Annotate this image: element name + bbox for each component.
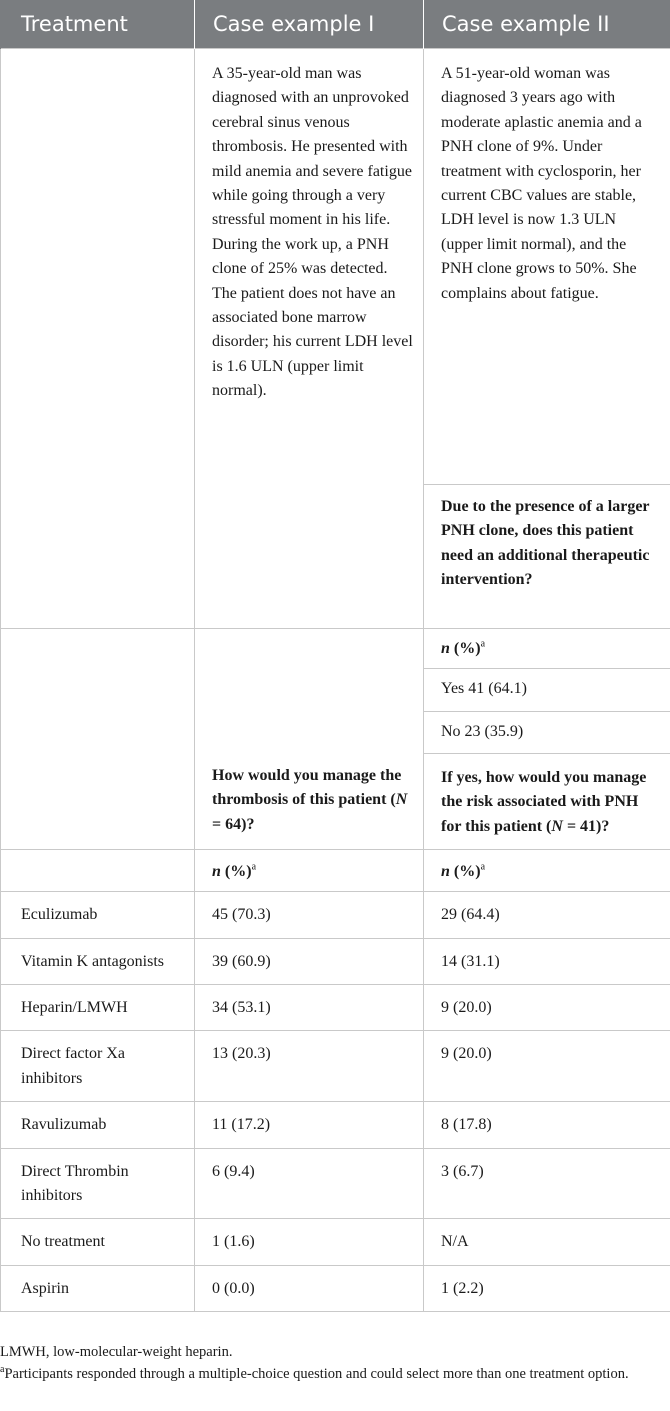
table-row <box>1 1031 670 1102</box>
case-1-value: 39 (60.9) <box>195 938 424 984</box>
case-2-yes: Yes 41 (64.1) <box>424 669 670 712</box>
case-1-question-var: N <box>395 791 408 809</box>
case-1-value: 13 (20.3) <box>195 1031 424 1102</box>
case-1-value: 1 (1.6) <box>195 1219 424 1265</box>
abbreviation-note: LMWH, low-molecular-weight heparin. <box>0 1344 233 1360</box>
table-row <box>1 892 670 938</box>
treatment-name: Ravulizumab <box>1 1102 195 1148</box>
footnote-marker: a <box>0 1364 5 1376</box>
header-treatment: Treatment <box>1 0 195 49</box>
header-case-2: Case example II <box>424 0 670 49</box>
table-row <box>1 938 670 984</box>
case-1-value: 45 (70.3) <box>195 892 424 938</box>
header-case-1: Case example I <box>195 0 424 49</box>
case-1-question-post: = 64)? <box>212 815 255 833</box>
case-1-question-pre: How would you manage the thrombosis of this patient ( <box>212 767 402 809</box>
empty-cell <box>1 850 195 892</box>
case-1-question <box>195 629 424 850</box>
case-2-question-2-post: = 41)? <box>562 817 610 835</box>
case-2-value: 1 (2.2) <box>424 1265 670 1311</box>
case-1-value: 11 (17.2) <box>195 1102 424 1148</box>
table-row <box>1 985 670 1031</box>
case-2-question-2-pre: If yes, how would you manage the risk associated with PNH for this patient ( <box>441 769 647 835</box>
table-row <box>1 1265 670 1311</box>
case-1-n-label: n (%)$^a$ <box>195 850 424 892</box>
treatment-name: Direct factor Xa inhibitors <box>1 1031 195 1102</box>
case-2-question-2-var: N <box>551 817 563 835</box>
case-2-value: 14 (31.1) <box>424 938 670 984</box>
case-2-value: 9 (20.0) <box>424 1031 670 1102</box>
case-2-value: N/A <box>424 1219 670 1265</box>
case-2-question-2 <box>424 754 670 850</box>
case-1-value: 0 (0.0) <box>195 1265 424 1311</box>
case-1-value: 34 (53.1) <box>195 985 424 1031</box>
empty-cell <box>1 49 195 629</box>
table-footnotes <box>0 1341 670 1385</box>
treatment-name: Vitamin K antagonists <box>1 938 195 984</box>
case-1-description: A 35-year-old man was diagnosed with an unprovoked cerebral sinus venous thrombosis. He presented with mild anemia and severe fatigue while going through a very stressful moment in his life. During the work up, a PNH clone of 25% was detected. The patient does not have an associated bone marrow disorder; his current LDH level is 1.6 ULN (upper limit normal). <box>195 49 424 629</box>
case-2-value: 9 (20.0) <box>424 985 670 1031</box>
table-row <box>1 1148 670 1219</box>
case-2-description: A 51-year-old woman was diagnosed 3 years ago with moderate aplastic anemia and a PNH clone of 9%. Under treatment with cyclosporin, her current CBC values are stable, LDH level is now 1.3 ULN (upper limit normal), and the PNH clone grows to 50%. She complains about fatigue. <box>424 49 670 485</box>
treatment-name: Direct Thrombin inhibitors <box>1 1148 195 1219</box>
empty-cell <box>1 629 195 850</box>
treatment-name: Heparin/LMWH <box>1 985 195 1031</box>
table-row <box>1 1102 670 1148</box>
case-2-value: 3 (6.7) <box>424 1148 670 1219</box>
footnote-a <box>0 1363 670 1385</box>
case-2-value: 8 (17.8) <box>424 1102 670 1148</box>
treatment-name: Eculizumab <box>1 892 195 938</box>
case-2-value: 29 (64.4) <box>424 892 670 938</box>
case-1-value: 6 (9.4) <box>195 1148 424 1219</box>
case-2-n-label: n (%)$^a$ <box>424 629 670 669</box>
table-row <box>1 1219 670 1265</box>
case-2-no: No 23 (35.9) <box>424 712 670 754</box>
footnote-text: Participants responded through a multiple-choice question and could select more than one treatment option. <box>4 1366 629 1382</box>
case-2-question: Due to the presence of a larger PNH clone, does this patient need an additional therapeutic intervention? <box>424 485 670 629</box>
header-row <box>1 0 670 49</box>
treatment-name: Aspirin <box>1 1265 195 1311</box>
case-2-n-label-2: n (%)$^a$ <box>424 850 670 892</box>
treatment-name: No treatment <box>1 1219 195 1265</box>
